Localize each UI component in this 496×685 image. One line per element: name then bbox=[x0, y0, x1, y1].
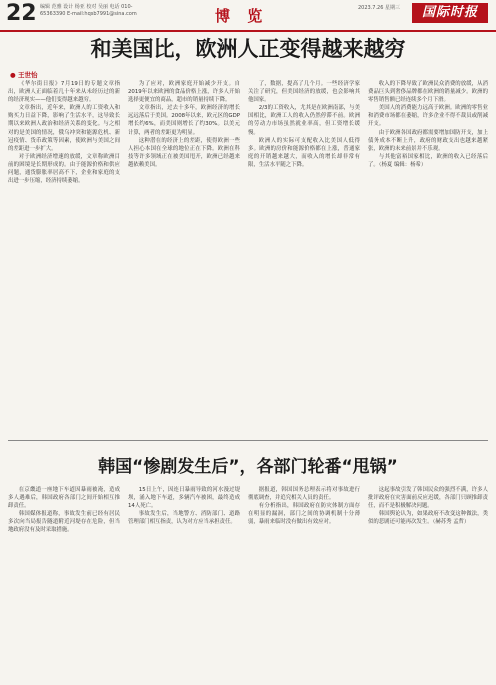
newspaper-logo: 国际时报 bbox=[412, 3, 488, 23]
article-2-headline: 韩国“惨剧发生后”，各部门轮番“甩锅” bbox=[98, 457, 398, 477]
article-2-column bbox=[368, 486, 488, 676]
paragraph: 收入的下降导致了欧洲民众消费的放缓，从消费品巨头到奢侈品牌都在欧洲的销量减少。欧洲的零售销售额已经连续多个月下滑。 bbox=[368, 81, 488, 104]
section-divider bbox=[8, 440, 488, 441]
byline-author: 王世怡 bbox=[17, 71, 38, 79]
paragraph: 这起事故引发了韩国民众的强烈不满，许多人批评政府在灾害面前反应迟缓，各部门只顾推卸责任，而不是积极解决问题。 bbox=[368, 487, 488, 510]
article-1-column bbox=[8, 80, 120, 435]
edit-info: 编辑 范雅 设计 杨亚 校对 吴丽 电话 010-65363390 E-mail:hqsb7991@sina.com bbox=[40, 4, 137, 17]
paragraph: 文章指出，近年来，欧洲人的工资收入和购买力日益下降，影响了生活水平，这导致长期以来欧洲人政治和经济关系的变化。与之相对的是美国的情况，俄乌冲突和能源危机、新冠疫情、货币政策等因素，使欧洲与美国之间的差距进一步扩大。 bbox=[8, 105, 120, 152]
article-2-column bbox=[248, 486, 360, 676]
paragraph: 与其他富裕国家相比，欧洲的收入已经落后了。（杨夏 编辑：杨希） bbox=[368, 153, 488, 168]
edition-name: 博 览 bbox=[215, 7, 269, 25]
page-header bbox=[0, 0, 496, 32]
paragraph: 这种潜在的经济上的差距，使得欧洲一些人担心本国在全球的地位正在下降。欧洲在科技等许多领域正在被美国甩开，欧洲已经越来越依赖美国。 bbox=[128, 137, 240, 168]
article-2-column bbox=[128, 486, 240, 676]
article-1-byline: ● 王世怡 bbox=[10, 71, 38, 79]
paragraph: 由于欧洲各国政府都需要增加国防开支，加上债务成本不断上升，政府的财政支出也越来越紧张，欧洲的未来前景并不乐观。 bbox=[368, 129, 488, 152]
paragraph: 了，数据，提高了几个月。一些经济学家关注了研究，但美国经济的放缓，也会影响其他国家。 bbox=[248, 81, 360, 104]
paragraph: 韩国媒体报道称，事故发生前已经有居民多次向当局报告隧道附近河堤存在危险，但当地政府没有及时采取措施。 bbox=[8, 511, 120, 534]
article-1-column bbox=[128, 80, 240, 435]
paragraph: 韩国舆论认为，如果政府不改变这种做法，类似的悲剧还可能再次发生。（赫苏秀 孟哲） bbox=[368, 511, 488, 526]
article-1-column bbox=[368, 80, 488, 435]
paragraph: 2/3的工资收入，尤其是在欧洲南部，与美国相比，欧洲工人的收入仍然停滞不前。欧洲的劳动力市场虽然就业率高，但工资增长缓慢。 bbox=[248, 105, 360, 136]
paragraph: 事故发生后，当地警方、消防部门、道路管理部门相互指责，认为对方应当承担责任。 bbox=[128, 511, 240, 526]
paragraph: 为了应对，欧洲家庭开始减少开支。自2019年以来欧洲的食品价格上涨，许多人开始选择更便宜的商品，超市的销量持续下降。 bbox=[128, 81, 240, 104]
article-2-column bbox=[8, 486, 120, 676]
paragraph: 《华尔街日报》7月19日的专题文章指出，欧洲人正面临着几十年来从未经历过的新的经济现实——他们变得越来越穷。 bbox=[8, 81, 120, 104]
article-1-column bbox=[248, 80, 360, 435]
article-1-headline: 和美国比，欧洲人正变得越来越穷 bbox=[90, 37, 406, 61]
paragraph: 美国人的消费能力远高于欧洲。欧洲的零售业和消费市场都在萎缩，许多企业不得不裁员或削减开支。 bbox=[368, 105, 488, 128]
page-number: 22 bbox=[6, 1, 37, 26]
paragraph: 欧洲人的实际可支配收入比美国人低得多。欧洲的房价和能源价格都在上涨，普通家庭的开销越来越大，而收入的增长却非常有限，生活水平随之下降。 bbox=[248, 137, 360, 168]
paragraph: 对于欧洲经济增速的放缓，文章称欧洲目前的困境是长期形成的。由于能源价格和供应问题，通货膨胀率居高不下，企业和家庭的支出进一步压缩，经济持续萎缩。 bbox=[8, 153, 120, 185]
publication-date: 2023.7.26 星期三 bbox=[357, 5, 400, 11]
paragraph: 据报道，韩国国务总理表示将对事故进行彻底调查，并追究相关人员的责任。 bbox=[248, 487, 360, 502]
paragraph: 文章指出，过去十多年，欧洲经济的增长远远落后于美国。2008年以来，欧元区的GDP增长约6%，而美国则增长了约30%。以美元计算，两者的差距更为明显。 bbox=[128, 105, 240, 136]
paragraph: 有分析指出，韩国政府在防灾体制方面存在明显的漏洞，部门之间的协调机制十分薄弱，暴雨来临时没有做出有效应对。 bbox=[248, 503, 360, 526]
paragraph: 15日上午，因连日暴雨导致的河水漫过堤坝，涌入地下车道，多辆汽车被困，最终造成14人死亡。 bbox=[128, 487, 240, 510]
paragraph: 在京畿道一座地下车道因暴雨被淹，造成多人遇难后，韩国政府各部门之间开始相互推卸责任。 bbox=[8, 487, 120, 510]
